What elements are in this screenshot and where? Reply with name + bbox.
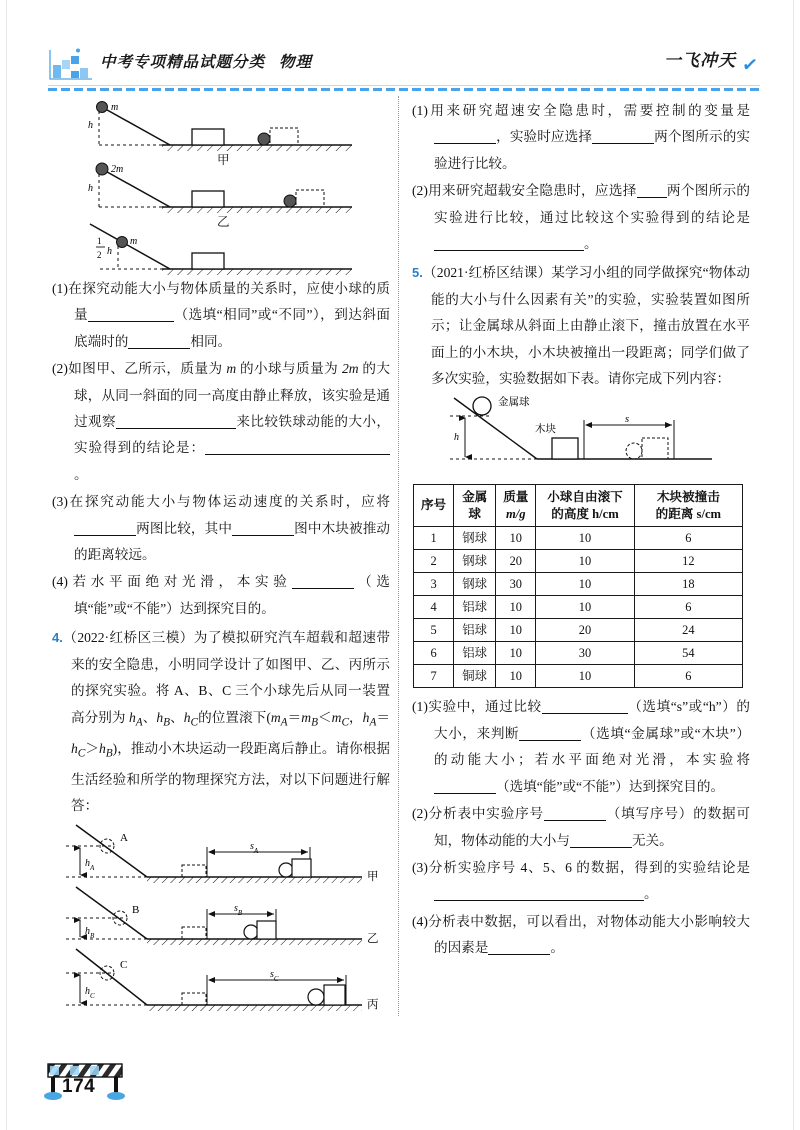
cell-ball: 钢球 [454,527,496,550]
table-row [414,527,743,550]
svg-text:h: h [107,246,112,257]
header-title-main: 中考专项精品试题分类 [100,52,266,71]
q3-item-3 [52,489,390,568]
cell-height: 10 [536,665,634,688]
cell-ball: 钢球 [454,573,496,596]
header-rule-dashed [48,88,760,91]
q4-item-1 [412,98,750,177]
q5-item-2-no: (2) [412,806,428,822]
svg-text:A: A [120,831,128,844]
q4-body-1: 为了模拟研究汽车超载和超速带来的安全隐患，小明同学设计了如图甲、乙、丙所示的探究实验。将 A、B、C 三个小球先后从同一装置高分别为 [71,630,390,725]
cell-ball: 钢球 [454,550,496,573]
q3-item-1-t3: 相同。 [190,333,232,349]
cell-height: 10 [536,550,634,573]
header-brand: 一飞冲天 [664,51,736,70]
svg-text:金属球: 金属球 [498,396,530,409]
svg-text:m: m [130,236,138,247]
page-footer [40,1060,160,1106]
cell-ball: 铜球 [454,665,496,688]
cell-mass: 20 [496,550,536,573]
q5-source: （2021·红桥区结课） [422,265,552,281]
answer-blank[interactable] [542,699,628,714]
cell-mass: 10 [496,619,536,642]
q5-body: 某学习小组的同学做探究“物体动能的大小与什么因素有关”的实验，实验装置如图所示；让金属球从斜面上由静止滚下，撞击放置在水平面上的小木块，小木块被撞出一段距离；同学们做了多次实验，实验数据如下表。请你完成下列内容： [431,265,750,387]
cell-mass: 10 [496,527,536,550]
cell-index: 1 [414,527,454,550]
answer-blank[interactable] [488,940,550,955]
answer-blank[interactable] [116,414,236,429]
q4-item-1-t1: 用来研究超速安全隐患时，需要控制的变量是 [427,103,750,118]
cell-distance: 18 [634,573,742,596]
answer-blank[interactable] [434,236,584,251]
svg-text:s: s [625,414,630,426]
svg-text:hA: $h_A$ [85,857,95,872]
svg-text:1: 1 [97,236,102,246]
q4-var-hc: $h_C$ [183,709,199,729]
q4-item-1-no: (1) [412,103,428,118]
cell-distance: 6 [634,665,742,688]
header-rule-solid [48,85,760,86]
svg-text:h: h [88,183,93,194]
q3-item-1-t1: 在探究动能大小与物体质量的关系时，应使小球的质量 [67,281,390,323]
cell-distance: 54 [634,642,742,665]
cell-index: 5 [414,619,454,642]
check-mark-icon: ✓ [740,53,760,78]
q5-item-2-t3: 无关。 [631,832,673,848]
q5-item-2-t1: 分析表中实验序号 [427,806,544,822]
q3-item-1 [52,276,390,355]
svg-text:sB: $s_B$ [234,902,243,917]
q4-item-2-no: (2) [412,183,428,199]
table-row [414,619,743,642]
q5-item-4-t2: 。 [550,940,564,956]
q3-item-1-no: (1) [52,281,68,296]
svg-text:甲: 甲 [367,868,379,883]
cell-distance: 24 [634,619,742,642]
q3-item-2-t1: 如图甲、乙所示，质量为 [67,361,227,377]
cell-mass: 10 [496,665,536,688]
cell-height: 10 [536,527,634,550]
col-header-index: 序号 [414,485,454,527]
answer-blank[interactable] [519,726,581,741]
table-body [414,527,743,688]
q5-item-3-t2: 。 [644,886,658,902]
page-number: 174 [62,1076,96,1097]
cell-height: 30 [536,642,634,665]
q5-item-4-t1: 分析表中数据，可以看出，对物体动能大小影响较大的因素是 [427,913,750,956]
page-edge-left [6,0,7,1130]
q4-body-2: 的位置滚下 [198,709,267,725]
header-title [100,50,312,72]
svg-text:2: 2 [97,250,102,260]
q3-item-4-t1: 若水平面绝对光滑，本实验 [67,574,292,590]
cell-distance: 6 [634,527,742,550]
svg-text:乙: 乙 [367,930,379,945]
answer-blank[interactable] [74,521,136,536]
table-header-row [414,485,743,527]
col-header-height: 小球自由滚下 的高度 h/cm [536,485,634,527]
cell-index: 2 [414,550,454,573]
svg-text:木块: 木块 [535,423,556,436]
cell-mass: 30 [496,573,536,596]
answer-blank[interactable] [592,129,654,144]
cell-ball: 铝球 [454,642,496,665]
barricade-icon [40,1060,160,1106]
svg-text:sC: $s_C$ [270,968,279,983]
q5-item-1-no: (1) [412,699,428,715]
q3-item-2-t4: 来比较铁球动能的大小，实验得到的结论是： [74,414,390,456]
column-divider [398,96,399,1016]
cell-index: 7 [414,665,454,688]
svg-text:hB: $h_B$ [85,925,95,940]
q5-item-4 [412,909,750,962]
q4-number: 4. [52,630,63,646]
q4-source: （2022·红桥区三模） [62,630,194,646]
cell-distance: 12 [634,550,742,573]
figure-q3-inclines [52,98,390,276]
svg-text:sA: $s_A$ [250,840,259,855]
q4-item-2-t1: 用来研究超载安全隐患时，应选择 [427,183,637,199]
answer-blank[interactable] [128,334,190,349]
q5-stem [412,260,750,392]
q4-condition: ($m_A=m_B<m_C$，$h_A=h_C>h_B$) [71,709,391,760]
col-header-mass: 质量 m/g [496,485,536,527]
cell-distance: 6 [634,596,742,619]
cell-height: 10 [536,573,634,596]
answer-blank[interactable] [434,886,644,901]
q3-item-2-var2: 2m [341,361,359,377]
svg-text:hC: $h_C$ [85,985,95,1000]
q5-item-4-no: (4) [412,913,428,929]
q5-item-1-t4: （选填“能”或“不能”）达到探究目的。 [496,778,725,794]
left-column [52,98,390,1015]
svg-text:h: h [88,120,93,131]
col-header-distance: 木块被撞击 的距离 s/cm [634,485,742,527]
q5-number: 5. [412,265,423,281]
svg-text:丙: 丙 [367,996,379,1011]
cell-index: 4 [414,596,454,619]
cell-mass: 10 [496,596,536,619]
q4-var-hb: $h_B$ [156,709,171,729]
q3-item-4 [52,569,390,622]
header-title-subject: 物理 [279,52,313,71]
table-row [414,573,743,596]
q5-item-2-t2: （填写序号）的数据可知，物体动能的大小与 [434,806,751,848]
q3-item-3-t1: 在探究动能大小与物体运动速度的关系时，应将 [67,494,390,510]
svg-text:C: C [120,958,128,971]
answer-blank[interactable] [232,521,294,536]
figure-q4-inclines [52,823,390,1015]
q4-item-2-t3: 。 [584,236,598,252]
table-row [414,665,743,688]
q3-item-3-no: (3) [52,494,68,510]
q5-item-1-t1: 实验中，通过比较 [427,699,542,715]
q3-item-3-t3: 图中木块被推动的距离较远。 [74,520,391,563]
q3-item-4-no: (4) [52,574,68,590]
cell-mass: 10 [496,642,536,665]
q3-item-2-no: (2) [52,361,68,377]
answer-blank[interactable] [292,574,354,589]
cell-index: 3 [414,573,454,596]
q5-item-3-t1: 分析实验序号 4、5、6 的数据，得到的实验结论是 [427,859,750,875]
q3-item-1-t2: （选填“相同”或“不同”），到达斜面底端时的 [74,307,390,349]
answer-blank[interactable] [205,440,390,455]
q5-item-3-no: (3) [412,859,428,875]
svg-text:甲: 甲 [217,152,230,167]
q5-item-1-t3: （选填“金属球”或“木块”）的动能大小；若水平面绝对光滑，本实验将 [434,725,751,768]
figure-q5-apparatus [412,394,750,480]
q5-item-1 [412,694,750,800]
table-row [414,550,743,573]
q3-item-4-t2: （选填“能”或“不能”）达到探究目的。 [74,574,391,616]
blue-bar-chart-logo-icon [48,48,94,82]
svg-text:B: B [132,903,140,916]
cell-ball: 铝球 [454,596,496,619]
answer-blank[interactable] [570,833,632,848]
answer-blank[interactable] [544,806,606,821]
table-row [414,642,743,665]
q4-stem: 4.（2022·红桥区三模）为了模拟研究汽车超载和超速带来的安全隐患，小明同学设计了如图甲、乙、丙所示的探究实验。将 A、B、C 三个小球先后从同一装置高分别为 $h_A$、$h_B$、$h_C$的位置滚下($m_A=m_B<m_C$，$h_A=h_C>h_B$)，推动小木块运动一段距离后静止。请你根据生活经验和所学的物理探究方法，对以下问题进行解答： [52,630,391,814]
cell-index: 6 [414,642,454,665]
experiment-data-table [413,484,743,688]
q4-var-ha: $h_A$ [128,709,143,729]
col-header-ball: 金属 球 [454,485,496,527]
svg-text:乙: 乙 [217,214,230,229]
q4-body-3: ，推动小木块运动一段距离后静止。请你根据生活经验和所学的物理探究方法，对以下问题进行解答： [71,740,390,814]
q4-item-1-t3: 两个图所示的实验进行比较。 [434,129,751,171]
q3-item-2-var1: m [226,361,237,377]
svg-text:2m: 2m [111,164,124,175]
q3-item-2-t2: 的小球与质量为 [236,361,342,377]
answer-blank[interactable] [434,129,496,144]
q5-item-1-t2: （选填“s”或“h”）的大小，来判断 [434,699,751,741]
q3-item-2-t5: 。 [74,466,88,482]
right-column [412,98,750,963]
cell-height: 20 [536,619,634,642]
q5-item-3 [412,855,750,908]
q4-item-1-t2: ，实验时应选择 [496,129,593,145]
q3-item-2 [52,356,390,488]
q3-item-2-t3: 的大球，从同一斜面的同一高度由静止释放，该实验是通过观察 [74,361,390,430]
svg-text:m: m [111,102,119,113]
q3-item-3-t2: 两图比较，其中 [136,520,233,536]
answer-blank[interactable] [88,307,174,322]
answer-blank[interactable] [434,779,496,794]
q5-item-2 [412,801,750,854]
answer-blank[interactable] [637,183,667,198]
q4-item-2-t2: 两个图所示的实验进行比较，通过比较这个实验得到的结论是 [434,183,751,225]
table-row [414,596,743,619]
cell-height: 10 [536,596,634,619]
page-edge-right [793,0,794,1130]
cell-ball: 铝球 [454,619,496,642]
page-header [48,44,760,90]
svg-text:h: h [454,432,459,444]
q4-item-2 [412,178,750,257]
